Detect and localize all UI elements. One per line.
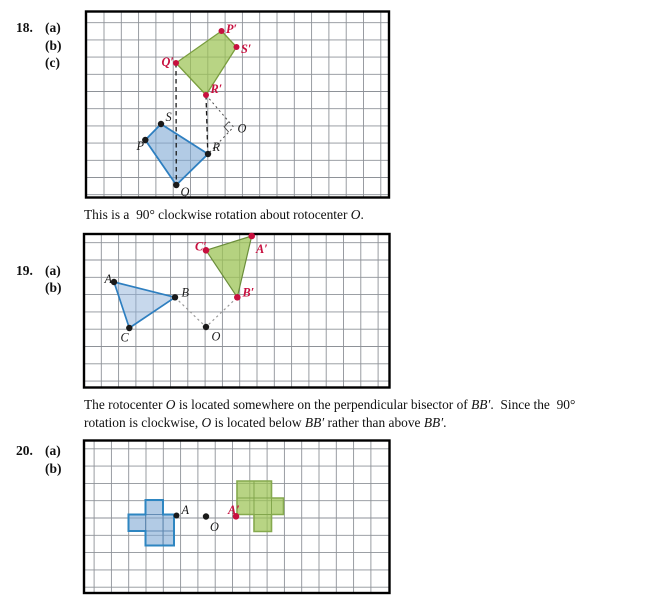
caption-text-segment: . bbox=[443, 414, 447, 430]
caption-line bbox=[84, 414, 604, 432]
image-polyomino-cell bbox=[237, 481, 254, 498]
label-A-prime: A′ bbox=[256, 242, 268, 256]
image-polyomino-cell bbox=[254, 498, 272, 515]
label-A: A bbox=[104, 272, 113, 286]
preimage-polyomino-cell bbox=[146, 515, 164, 532]
preimage-triangle-ABC bbox=[114, 282, 175, 328]
label-S: S bbox=[165, 110, 172, 124]
label-A-prime: A′ bbox=[228, 503, 240, 517]
image-quad-P1Q1R1S1 bbox=[176, 31, 237, 95]
caption-18 bbox=[84, 206, 429, 224]
caption-math-segment: BB′ bbox=[471, 396, 491, 412]
image-point-dot bbox=[248, 233, 255, 240]
label-Q: Q bbox=[180, 185, 190, 199]
label-B-prime: B′ bbox=[242, 285, 255, 300]
caption-math-segment: O bbox=[350, 207, 361, 222]
label-Q-prime: Q′ bbox=[161, 55, 174, 69]
problem-19-number: 19. bbox=[16, 262, 33, 278]
image-point-dot bbox=[219, 28, 225, 34]
label-A: A bbox=[181, 503, 190, 517]
preimage-polyomino-cell bbox=[146, 500, 164, 515]
image-polyomino-cell bbox=[254, 481, 272, 498]
problem-19-part-a: (a) bbox=[45, 262, 61, 278]
problem-20-number: 20. bbox=[16, 443, 33, 458]
caption-19 bbox=[84, 396, 604, 433]
label-O: O bbox=[211, 329, 221, 344]
preimage-polyomino-cell bbox=[129, 515, 146, 532]
caption-math-segment: O bbox=[201, 414, 212, 430]
point-dot bbox=[203, 513, 209, 519]
image-polyomino-cell bbox=[272, 498, 284, 515]
preimage-polyomino-cell bbox=[146, 531, 164, 546]
point-dot bbox=[172, 294, 178, 300]
diagram-20 bbox=[84, 441, 390, 594]
image-point-dot bbox=[234, 44, 240, 50]
caption-text-segment: . Since the 90° bbox=[490, 396, 576, 412]
image-polyomino-cell bbox=[254, 515, 272, 532]
grid-border-18 bbox=[86, 12, 389, 198]
point-dot bbox=[174, 513, 180, 519]
diagram-19 bbox=[84, 233, 390, 388]
problem-18-part-b: (b) bbox=[45, 37, 62, 53]
label-O: O bbox=[210, 520, 219, 534]
point-dot bbox=[173, 182, 179, 188]
image-polyomino bbox=[237, 481, 284, 532]
caption-text-segment: . bbox=[360, 207, 364, 222]
problem-19-part-b: (b) bbox=[45, 280, 62, 295]
problem-18-part-a: (a) bbox=[45, 20, 61, 35]
problem-18-part-c: (c) bbox=[45, 55, 60, 70]
caption-line bbox=[84, 396, 604, 414]
caption-math-segment: O bbox=[165, 396, 176, 412]
caption-text-segment: is located below bbox=[211, 414, 305, 430]
point-dot bbox=[158, 121, 164, 127]
caption-line bbox=[84, 206, 429, 224]
label-R: R bbox=[212, 140, 221, 154]
preimage-polyomino bbox=[129, 500, 175, 546]
caption-text-segment: This is a 90° clockwise rotation about rotocenter bbox=[84, 207, 351, 222]
grid-lines-18 bbox=[86, 12, 389, 198]
image-point-dot bbox=[203, 92, 209, 98]
diagram-18 bbox=[86, 12, 389, 200]
preimage-polyomino-cell bbox=[163, 531, 174, 546]
problem-18-number: 18. bbox=[16, 20, 33, 35]
label-S-prime: S′ bbox=[241, 42, 252, 56]
label-O: O bbox=[237, 121, 247, 136]
point-dot bbox=[203, 324, 209, 330]
image-point-dot bbox=[173, 60, 179, 66]
caption-text-segment: The rotocenter bbox=[84, 396, 166, 412]
label-C-prime: C′ bbox=[195, 239, 207, 254]
caption-text-segment: rotation is clockwise, bbox=[84, 414, 202, 430]
label-C: C bbox=[120, 330, 129, 345]
label-P-prime: P′ bbox=[226, 22, 237, 36]
label-P: P bbox=[136, 139, 145, 153]
caption-math-segment: BB′ bbox=[423, 414, 444, 430]
point-dot bbox=[205, 151, 211, 157]
label-R-prime: R′ bbox=[210, 82, 223, 96]
label-B: B bbox=[181, 285, 190, 300]
problem-20-part-b: (b) bbox=[45, 460, 62, 476]
image-point-dot bbox=[234, 294, 241, 301]
caption-math-segment: BB′ bbox=[304, 414, 325, 430]
preimage-polyomino-cell bbox=[163, 515, 174, 532]
problem-20-part-a: (a) bbox=[45, 443, 61, 458]
caption-text-segment: is located somewhere on the perpendicular bisector of bbox=[175, 396, 472, 412]
caption-text-segment: rather than above bbox=[324, 414, 424, 430]
